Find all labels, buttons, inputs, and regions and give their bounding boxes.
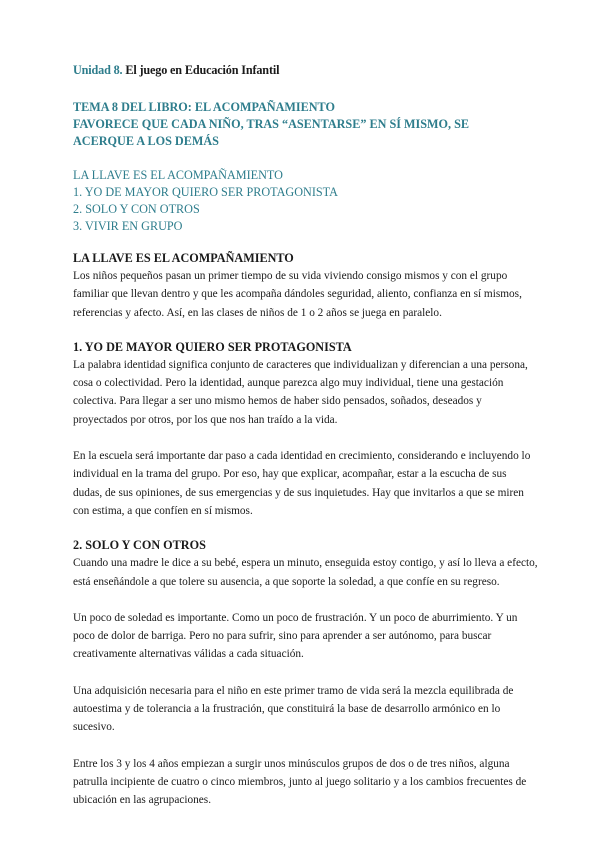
section-protagonista bbox=[73, 339, 538, 520]
tema-title bbox=[73, 99, 538, 150]
section-solo-y-con-otros bbox=[73, 537, 538, 809]
toc-item: 2. SOLO Y CON OTROS bbox=[73, 202, 200, 216]
section-heading: LA LLAVE ES EL ACOMPAÑAMIENTO bbox=[73, 251, 294, 265]
paragraph: La palabra identidad significa conjunto de caracteres que individualizan y diferencian a una persona, cosa o colectividad. Pero la identidad, aunque parezca algo muy individual, tiene una gestación colectiva. Para llegar a ser uno mismo hemos de haber sido pensados, soñados, deseados y proyectados por otros, por los que nos han traído a la vida. bbox=[73, 358, 528, 426]
section-llave bbox=[73, 250, 538, 322]
unit-title: El juego en Educación Infantil bbox=[125, 63, 280, 77]
unit-heading bbox=[73, 62, 538, 79]
tema-line: TEMA 8 DEL LIBRO: EL ACOMPAÑAMIENTO bbox=[73, 100, 335, 114]
paragraph: Un poco de soledad es importante. Como un poco de frustración. Y un poco de aburrimiento. Y un poco de dolor de barriga. Pero no para sufrir, sino para aprender a ser autónomo, para buscar creativamente alternativas válidas a cada situación. bbox=[73, 611, 518, 661]
document-page bbox=[73, 62, 538, 828]
toc-item: 1. YO DE MAYOR QUIERO SER PROTAGONISTA bbox=[73, 185, 338, 199]
section-heading: 2. SOLO Y CON OTROS bbox=[73, 538, 206, 553]
toc-item: LA LLAVE ES EL ACOMPAÑAMIENTO bbox=[73, 168, 283, 182]
paragraph: Cuando una madre le dice a su bebé, espera un minuto, enseguida estoy contigo, y así lo lleva a efecto, está enseñándole a que tolere su ausencia, a que soporte la soledad, a que confíe en su regreso. bbox=[73, 557, 538, 588]
toc-item: 3. VIVIR EN GRUPO bbox=[73, 219, 183, 233]
paragraph: Los niños pequeños pasan un primer tiempo de su vida viviendo consigo mismos y con el grupo familiar que llevan dentro y que les acompaña dándoles seguridad, aliento, confianza en sí mismos, referencias y afecto. Así, en las clases de niños de 1 o 2 años se juega en paralelo. bbox=[73, 270, 522, 319]
tema-line: ACERQUE A LOS DEMÁS bbox=[73, 134, 219, 148]
table-of-contents bbox=[73, 167, 538, 235]
section-heading: 1. YO DE MAYOR QUIERO SER PROTAGONISTA bbox=[73, 339, 352, 354]
paragraph: Entre los 3 y los 4 años empiezan a surgir unos minúsculos grupos de dos o de tres niños, alguna patrulla incipiente de cuatro o cinco miembros, junto al juego solitario y a los cambios frecuentes de ubicación en las agrupaciones. bbox=[73, 757, 527, 807]
paragraph: Una adquisición necesaria para el niño en este primer tramo de vida será la mezcla equilibrada de autoestima y de tolerancia a la frustración, que constituirá la base de desarrollo armónico en lo sucesivo. bbox=[73, 684, 514, 734]
unit-number: Unidad 8. bbox=[73, 63, 123, 77]
tema-line: FAVORECE QUE CADA NIÑO, TRAS “ASENTARSE” EN SÍ MISMO, SE bbox=[73, 117, 470, 131]
paragraph: En la escuela será importante dar paso a cada identidad en crecimiento, considerando e incluyendo lo individual en la trama del grupo. Por eso, hay que explicar, acompañar, estar a la escucha de sus dudas, de sus opiniones, de sus emergencias y de sus inquietudes. Hay que invitarlos a que se miren con estima, a que confíen en sí mismos. bbox=[73, 450, 531, 517]
